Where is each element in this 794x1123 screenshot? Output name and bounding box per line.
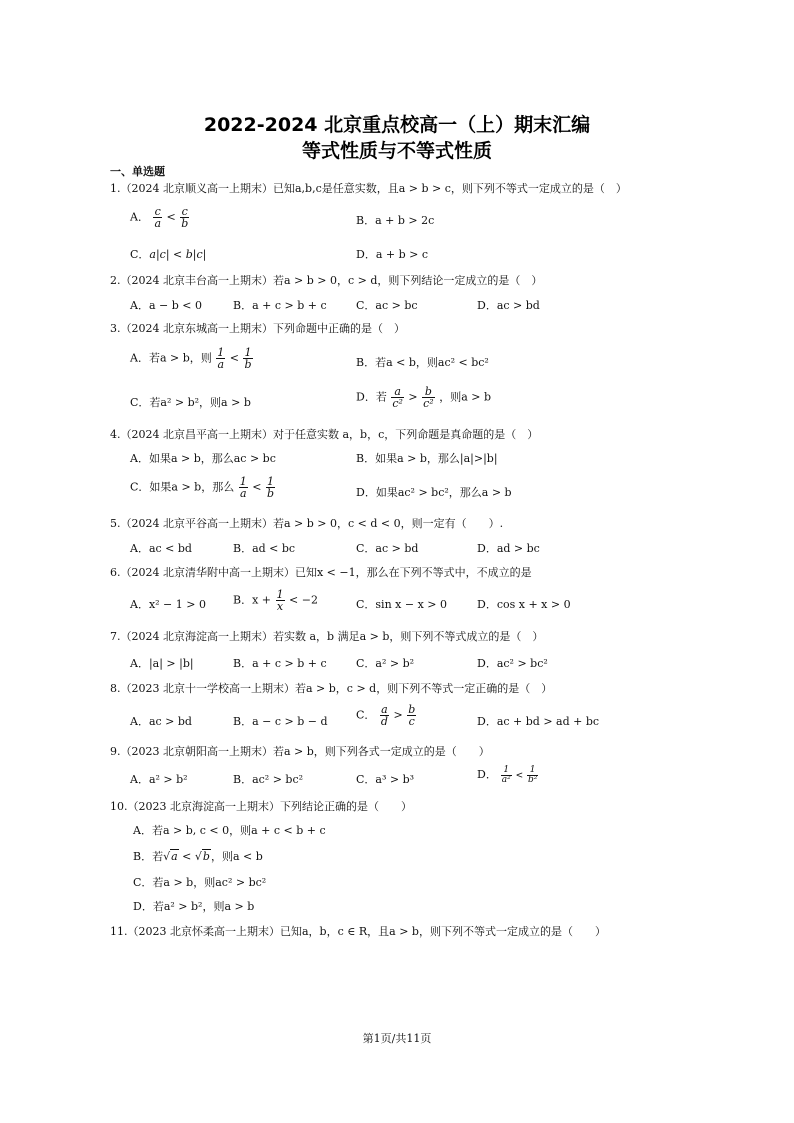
expression: a|c| < b|c| — [149, 248, 207, 261]
denominator: c — [408, 715, 415, 728]
question-10-option-a: A．若a > b, c < 0，则a + c < b + c — [133, 824, 326, 837]
question-2-stem: 2.（2024 北京丰台高一上期末）若a > b > 0，c > d，则下列结论一定成立的是（ ） — [110, 274, 543, 287]
denominator: c² — [392, 397, 403, 410]
page-footer: 第1页/共11页 — [362, 1032, 432, 1045]
denominator: b — [181, 217, 189, 230]
document-title: 2022-2024 北京重点校高一（上）期末汇编 — [203, 114, 591, 136]
numerator: 1 — [266, 475, 274, 488]
fraction — [239, 476, 248, 499]
fraction — [266, 476, 275, 499]
question-6-option-d: D．cos x + x > 0 — [477, 598, 571, 611]
operator: < — [229, 351, 239, 365]
denominator: a — [239, 487, 247, 500]
option-text: < −2 — [289, 593, 318, 607]
option-label: C． — [130, 248, 150, 261]
question-3-option-b: B．若a < b，则ac² < bc² — [356, 356, 489, 369]
question-2-option-a: A．a − b < 0 — [130, 299, 202, 312]
fraction — [153, 206, 162, 229]
question-5-option-b: B．ad < bc — [233, 542, 296, 555]
question-9-stem: 9.（2023 北京朝阳高一上期末）若a > b，则下列各式一定成立的是（ ） — [110, 745, 490, 758]
fraction — [407, 704, 416, 727]
numerator: 1 — [244, 346, 252, 359]
document-subtitle: 等式性质与不等式性质 — [301, 140, 492, 162]
fraction — [216, 347, 225, 370]
denominator: a — [154, 217, 162, 230]
sqrt: √b — [194, 850, 210, 863]
fraction — [180, 206, 189, 229]
numerator: a — [381, 703, 388, 716]
denominator: x — [276, 600, 284, 613]
question-1-option-a — [130, 206, 190, 229]
fraction — [391, 386, 404, 409]
fraction — [276, 589, 285, 612]
section-heading: 一、单选题 — [110, 165, 165, 178]
numerator: c — [154, 205, 161, 218]
question-5-option-d: D．ad > bc — [477, 542, 540, 555]
question-6-option-a: A．x² − 1 > 0 — [130, 598, 206, 611]
denominator: d — [380, 715, 388, 728]
denominator: c² — [423, 397, 434, 410]
operator: < — [252, 480, 262, 494]
operator: < — [166, 210, 176, 224]
operator: < — [178, 850, 195, 863]
question-10-stem: 10.（2023 北京海淀高一上期末）下列结论正确的是（ ） — [110, 800, 412, 813]
question-7-option-b: B．a + c > b + c — [233, 657, 327, 670]
denominator: b — [266, 487, 274, 500]
option-text: ，则a > b — [439, 390, 492, 404]
question-9-option-b: B．ac² > bc² — [233, 773, 304, 786]
fraction — [380, 704, 389, 727]
fraction — [243, 347, 252, 370]
operator: > — [408, 390, 418, 404]
question-3-option-d — [356, 386, 491, 409]
question-7-option-a: A．|a| > |b| — [130, 657, 194, 670]
question-10-option-d: D．若a² > b²，则a > b — [133, 900, 255, 913]
question-2-option-d: D．ac > bd — [477, 299, 540, 312]
denominator: a² — [501, 775, 511, 785]
denominator: b — [244, 358, 252, 371]
question-7-stem: 7.（2024 北京海淀高一上期末）若实数 a，b 满足a > b，则下列不等式成立的是（ ） — [110, 630, 544, 643]
numerator: 1 — [529, 765, 536, 775]
option-text: C．如果a > b，那么 — [130, 480, 235, 494]
denominator: b² — [527, 775, 538, 785]
numerator: 1 — [239, 475, 247, 488]
question-3-stem: 3.（2024 北京东城高一上期末）下列命题中正确的是（ ） — [110, 322, 405, 335]
fraction — [527, 766, 538, 785]
question-4-stem: 4.（2024 北京昌平高一上期末）对于任意实数 a，b，c，下列命题是真命题的是（ ） — [110, 428, 539, 441]
question-5-option-c: C．ac > bd — [356, 542, 419, 555]
question-10-option-b — [133, 848, 263, 864]
option-label: A． — [130, 210, 149, 224]
question-6-option-c: C．sin x − x > 0 — [356, 598, 447, 611]
numerator: b — [408, 703, 416, 716]
fraction — [422, 386, 435, 409]
operator: > — [393, 708, 403, 722]
question-2-option-b: B．a + c > b + c — [233, 299, 327, 312]
question-6-option-b — [233, 589, 318, 612]
option-text: D．若 — [356, 390, 387, 404]
numerator: a — [394, 385, 401, 398]
denominator: a — [217, 358, 225, 371]
question-1-option-b: B．a + b > 2c — [356, 214, 435, 227]
question-4-option-a: A．如果a > b，那么ac > bc — [130, 452, 276, 465]
option-text: ，则a < b — [210, 850, 263, 863]
option-label: D． — [477, 768, 497, 781]
question-7-option-c: C．a² > b² — [356, 657, 415, 670]
question-7-option-d: D．ac² > bc² — [477, 657, 548, 670]
question-5-option-a: A．ac < bd — [130, 542, 192, 555]
question-9-option-d — [477, 766, 539, 785]
numerator: 1 — [503, 765, 510, 775]
numerator: b — [424, 385, 432, 398]
question-8-option-d: D．ac + bd > ad + bc — [477, 715, 600, 728]
question-1-stem: 1.（2024 北京顺义高一上期末）已知a,b,c是任意实数，且a > b > c，则下列不等式一定成立的是（ ） — [110, 182, 627, 195]
question-4-option-b: B．如果a > b，那么|a|>|b| — [356, 452, 498, 465]
question-5-stem: 5.（2024 北京平谷高一上期末）若a > b > 0，c < d < 0，则一定有（ ）. — [110, 517, 504, 530]
operator: < — [515, 771, 524, 781]
question-1-option-d: D．a + b > c — [356, 248, 428, 261]
radicand: a — [171, 850, 178, 863]
numerator: 1 — [276, 588, 284, 601]
question-3-option-c: C．若a² > b²，则a > b — [130, 396, 251, 409]
question-11-stem: 11.（2023 北京怀柔高一上期末）已知a，b，c ∈ R，且a > b，则下列不等式一定成立的是（ ） — [110, 925, 606, 938]
fraction — [501, 766, 512, 785]
question-8-option-b: B．a − c > b − d — [233, 715, 328, 728]
question-9-option-c: C．a³ > b³ — [356, 773, 415, 786]
option-text: B．x + — [233, 593, 272, 607]
question-8-option-a: A．ac > bd — [130, 715, 192, 728]
option-text: A．若a > b，则 — [130, 351, 212, 365]
sqrt: √a — [163, 850, 178, 863]
question-8-stem: 8.（2023 北京十一学校高一上期末）若a > b，c > d，则下列不等式一定正确的是（ ） — [110, 682, 553, 695]
radicand: b — [202, 850, 210, 863]
question-6-stem: 6.（2024 北京清华附中高一上期末）已知x < −1，那么在下列不等式中，不成立的是 — [110, 566, 532, 579]
numerator: c — [181, 205, 188, 218]
numerator: 1 — [217, 346, 225, 359]
question-4-option-d: D．如果ac² > bc²，那么a > b — [356, 486, 512, 499]
question-2-option-c: C．ac > bc — [356, 299, 418, 312]
question-3-option-a — [130, 347, 254, 370]
question-4-option-c — [130, 476, 276, 499]
question-10-option-c: C．若a > b，则ac² > bc² — [133, 876, 267, 889]
question-9-option-a: A．a² > b² — [130, 773, 188, 786]
question-8-option-c — [356, 704, 417, 727]
option-text: B．若 — [133, 850, 164, 863]
question-1-option-c — [130, 246, 206, 262]
option-label: C． — [356, 708, 376, 722]
